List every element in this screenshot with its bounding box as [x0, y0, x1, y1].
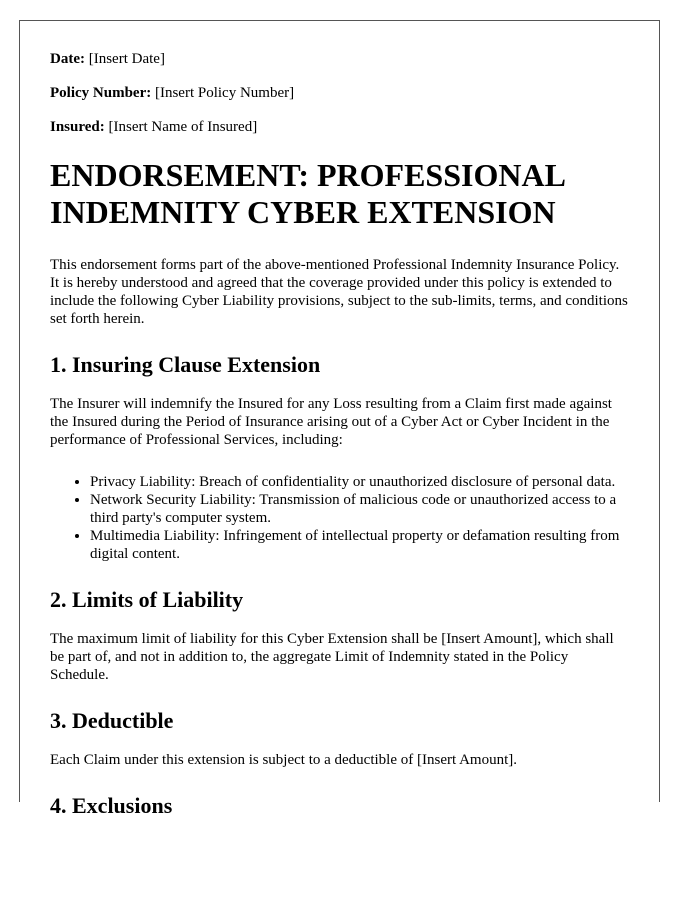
section-text-insuring-clause: The Insurer will indemnify the Insured for any Loss resulting from a Claim first made against the Insured during the Period of Insurance arising out of a Cyber Act or Cyber Incident in the performance of Professional Services, including:	[50, 396, 612, 448]
section-heading-insuring-clause: 1. Insuring Clause Extension	[50, 352, 321, 377]
insured-value: [Insert Name of Insured]	[104, 119, 258, 135]
section-text-deductible: Each Claim under this extension is subject to a deductible of [Insert Amount].	[50, 752, 517, 768]
section-heading-exclusions: 4. Exclusions	[50, 793, 173, 818]
date-value: [Insert Date]	[84, 51, 165, 67]
intro-paragraph: This endorsement forms part of the above-mentioned Professional Indemnity Insurance Policy. It is hereby understood and agreed that the coverage provided under this policy is extended to include the following Cyber Liability provisions, subject to the sub-limits, terms, and conditions set forth herein.	[50, 257, 628, 327]
policy-number-line	[50, 84, 630, 102]
date-line	[50, 50, 630, 68]
policy-number-label: Policy Number:	[50, 85, 152, 101]
insured-label: Insured:	[50, 119, 105, 135]
date-label: Date:	[50, 51, 85, 67]
list-item: • Multimedia Liability: Infringement of intellectual property or defamation resulting from digital content.	[90, 527, 630, 563]
section-heading-deductible: 3. Deductible	[50, 708, 174, 733]
list-item: • Network Security Liability: Transmission of malicious code or unauthorized access to a third party's computer system.	[90, 491, 630, 527]
section-heading-limits: 2. Limits of Liability	[50, 587, 244, 612]
insured-line	[50, 118, 630, 136]
document-title: ENDORSEMENT: PROFESSIONAL INDEMNITY CYBER EXTENSION	[50, 157, 565, 230]
policy-number-value: [Insert Policy Number]	[151, 85, 295, 101]
document-page	[19, 20, 660, 818]
list-item: • Privacy Liability: Breach of confidentiality or unauthorized disclosure of personal data.	[90, 473, 630, 491]
coverage-list	[50, 473, 630, 563]
section-text-limits: The maximum limit of liability for this Cyber Extension shall be [Insert Amount], which shall be part of, and not in addition to, the aggregate Limit of Indemnity stated in the Policy Schedule.	[50, 631, 614, 683]
document-content	[50, 50, 630, 836]
